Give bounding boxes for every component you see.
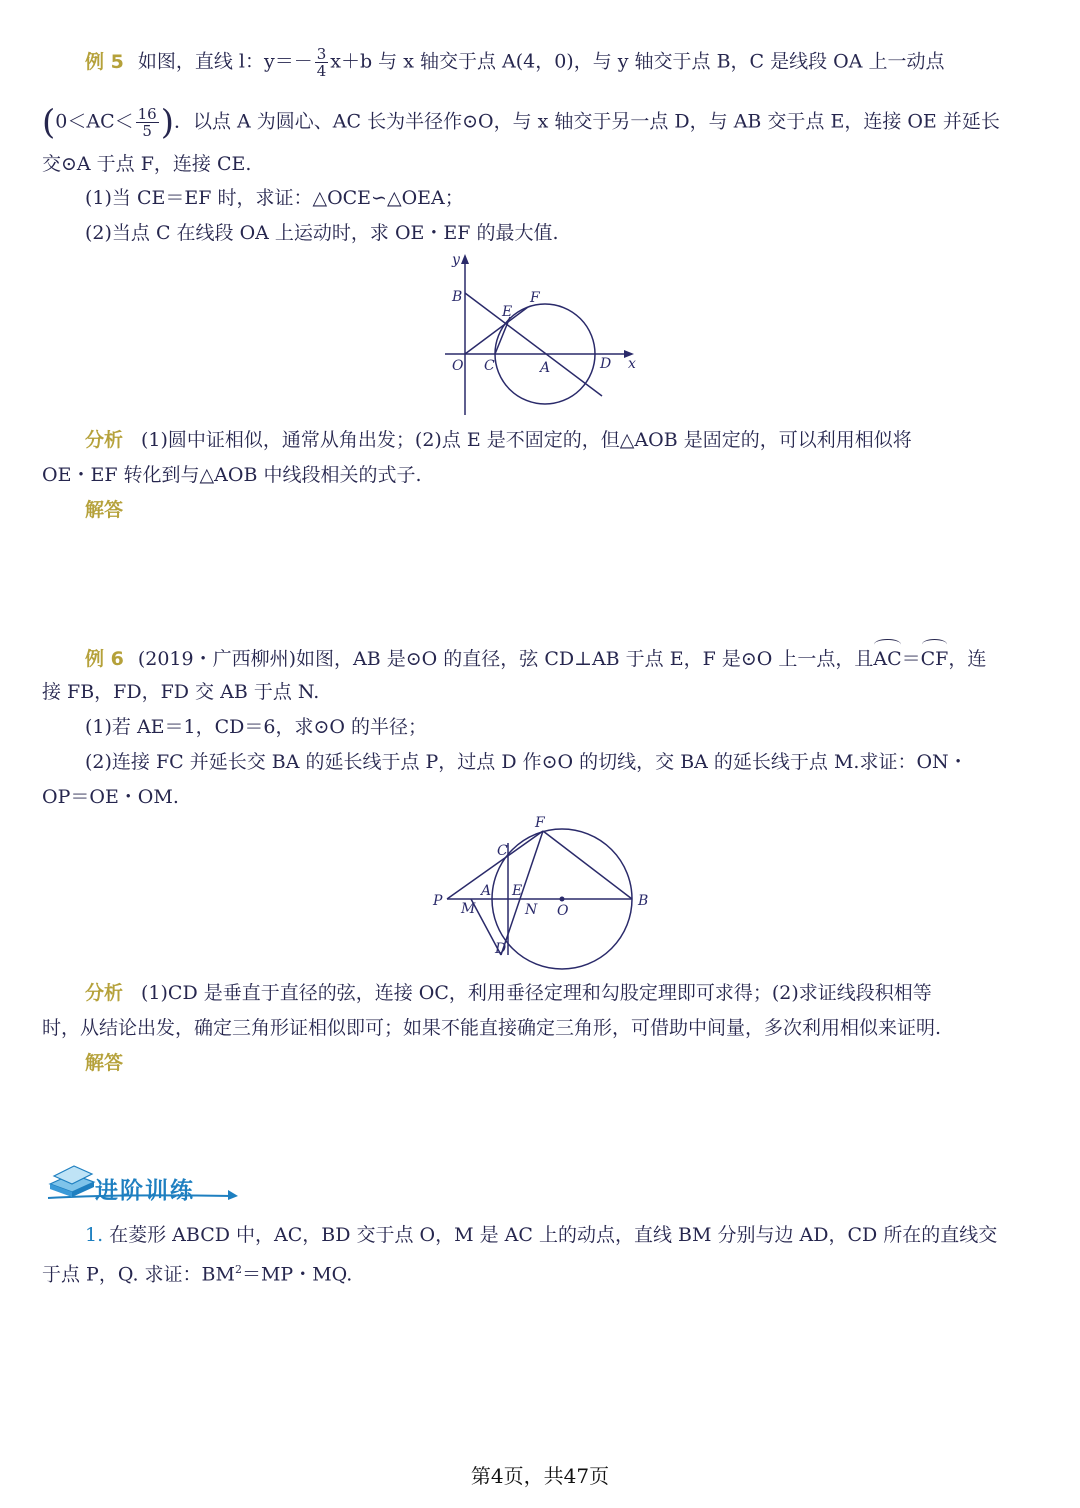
ex6-question2-cont: OP＝OE・OM.	[42, 786, 179, 808]
segment-fb	[543, 831, 632, 899]
y-axis-arrow	[461, 254, 469, 264]
label-b: B	[452, 289, 463, 305]
label-x: x	[628, 356, 636, 372]
ex6-label: 例 6	[85, 648, 124, 670]
ex6-figure	[425, 815, 665, 975]
ex5-analysis-line1: 分析 (1)圆中证相似，通常从角出发；(2)点 E 是不固定的，但△AOB 是固定的，可以利用相似将	[85, 429, 912, 451]
label-e: E	[502, 304, 513, 320]
ex5-figure	[430, 250, 650, 420]
ex5-answer-label: 解答	[85, 499, 124, 521]
label-d: D	[600, 356, 612, 372]
ex5-question2: (2)当点 C 在线段 OA 上运动时，求 OE・EF 的最大值.	[85, 222, 559, 244]
segment-ce	[495, 317, 510, 354]
ex6-line1: 例 6 (2019・广西柳州)如图，AB 是⊙O 的直径，弦 CD⊥AB 于点 E，F 是⊙O 上一点，且AC＝CF，连	[85, 645, 986, 671]
label-o: O	[452, 358, 464, 374]
segment-of	[465, 307, 528, 354]
section-title: 进阶训练	[95, 1178, 195, 1204]
label-e: E	[512, 883, 523, 899]
problem1-number: 1.	[85, 1224, 104, 1246]
label-f: F	[535, 815, 545, 831]
label-b: B	[638, 893, 649, 909]
label-d: D	[495, 941, 507, 957]
label-m: M	[461, 901, 476, 917]
ex5-line3: 交⊙A 于点 F，连接 CE.	[42, 153, 252, 175]
label-c: C	[497, 843, 508, 859]
ex5-line2: (0＜AC＜ $\frac{16}{5}$ )．以点 A 为圆心、AC 长为半径作⊙O，与 x 轴交于另一点 D，与 AB 交于点 E，连接 OE 并延长	[42, 102, 1000, 143]
arc-ac: AC	[873, 645, 901, 671]
line-l	[465, 293, 602, 396]
problem1-line1: 1. 在菱形 ABCD 中，AC，BD 交于点 O，M 是 AC 上的动点，直线 BM 分别与边 AD，CD 所在的直线交	[85, 1224, 998, 1246]
label-a: A	[540, 360, 551, 376]
center-dot	[560, 897, 565, 902]
fraction-3-4: $\frac{3}{4}$	[316, 45, 327, 80]
fraction-16-5: $\frac{16}{5}$	[137, 105, 157, 140]
ex6-line2: 接 FB，FD，FD 交 AB 于点 N.	[42, 681, 320, 703]
ex6-answer-label: 解答	[85, 1052, 124, 1074]
label-f: F	[530, 290, 540, 306]
problem1-line2: 于点 P，Q. 求证：$BM^2=MP$・MQ.	[42, 1263, 353, 1286]
ex5-line1: 例 5 如图，直线 l：y＝－ $\frac{3}{4}$ x＋b 与 x 轴交于点 A(4，0)，与 y 轴交于点 B，C 是线段 OA 上一动点	[85, 45, 945, 80]
ex5-analysis-line2: OE・EF 转化到与△AOB 中线段相关的式子.	[42, 464, 422, 486]
label-a: A	[481, 883, 492, 899]
label-y: y	[452, 252, 460, 268]
label-p: P	[433, 893, 443, 909]
ex6-question2: (2)连接 FC 并延长交 BA 的延长线于点 P，过点 D 作⊙O 的切线，交 BA 的延长线于点 M.求证：ON・	[85, 751, 968, 773]
label-c: C	[484, 358, 495, 374]
ex5-label: 例 5	[85, 50, 124, 73]
ex5-question1: (1)当 CE＝EF 时，求证：△OCE∽△OEA；	[85, 187, 464, 209]
label-n: N	[525, 902, 538, 918]
ex6-analysis-line2: 时，从结论出发，确定三角形证相似即可；如果不能直接确定三角形，可借助中间量，多次利用相似来证明.	[42, 1017, 942, 1039]
label-o: O	[557, 903, 569, 919]
ex6-analysis-line1: 分析 (1)CD 是垂直于直径的弦，连接 OC，利用垂径定理和勾股定理即可求得；(2)求证线段积相等	[85, 982, 932, 1004]
page-footer: 第4页，共47页	[470, 1464, 610, 1488]
line-pf	[447, 831, 543, 899]
arc-cf: CF	[921, 645, 949, 671]
ex6-question1: (1)若 AE＝1，CD＝6，求⊙O 的半径；	[85, 716, 428, 738]
